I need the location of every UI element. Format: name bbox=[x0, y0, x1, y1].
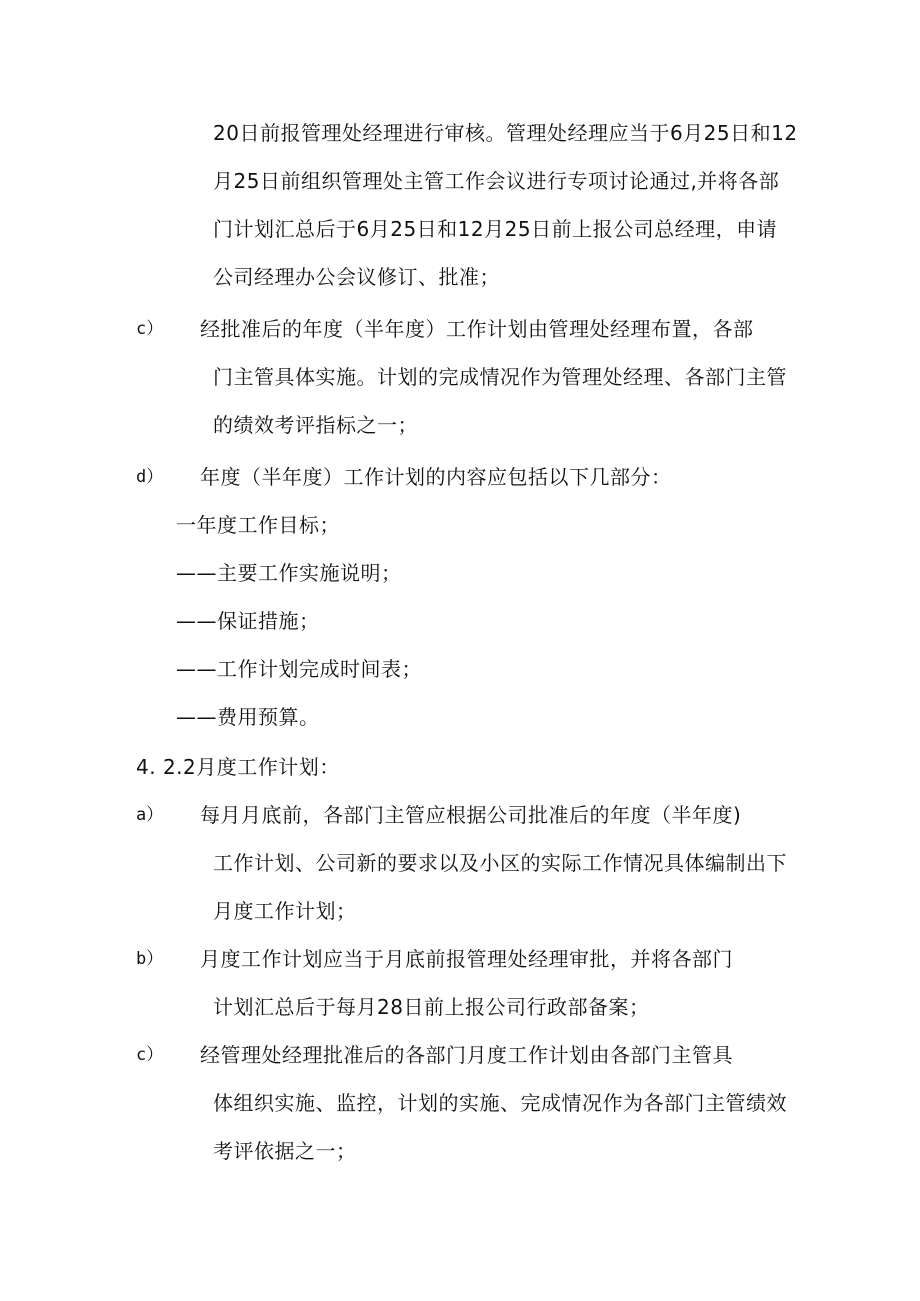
list-item: ——主要工作实施说明； bbox=[176, 561, 402, 585]
list-marker: d） bbox=[136, 467, 164, 487]
paragraph-line: 月度工作计划； bbox=[213, 899, 357, 923]
list-item: 一年度工作目标； bbox=[176, 513, 340, 537]
paragraph-line: 门主管具体实施。计划的完成情况作为管理处经理、各部门主管 bbox=[213, 365, 787, 389]
paragraph-line: 的绩效考评指标之一； bbox=[213, 413, 418, 437]
paragraph-line: 考评依据之一； bbox=[213, 1139, 357, 1163]
paragraph-line: 体组织实施、监控，计划的实施、完成情况作为各部门主管绩效 bbox=[213, 1091, 787, 1115]
list-marker: a） bbox=[136, 805, 164, 825]
paragraph-line: 月度工作计划应当于月底前报管理处经理审批，并将各部门 bbox=[200, 947, 733, 971]
list-item: ——保证措施； bbox=[176, 609, 320, 633]
paragraph-line: 工作计划、公司新的要求以及小区的实际工作情况具体编制出下 bbox=[213, 851, 787, 875]
list-marker: c） bbox=[136, 319, 164, 339]
paragraph-line: 年度（半年度）工作计划的内容应包括以下几部分： bbox=[200, 465, 672, 489]
paragraph-line: 每月月底前，各部门主管应根据公司批准后的年度（半年度) bbox=[200, 803, 742, 827]
paragraph-line: 门计划汇总后于6月25日和12月25日前上报公司总经理，申请 bbox=[213, 217, 778, 241]
paragraph-line: 公司经理办公会议修订、批准； bbox=[213, 265, 500, 289]
section-heading: 4. 2.2月度工作计划： bbox=[136, 755, 340, 779]
paragraph-line: 计划汇总后于每月28日前上报公司行政部备案； bbox=[213, 995, 650, 1019]
paragraph-line: 20日前报管理处经理进行审核。管理处经理应当于6月25日和12 bbox=[213, 121, 798, 145]
list-item: ——工作计划完成时间表； bbox=[176, 657, 422, 681]
list-marker: b） bbox=[136, 949, 164, 969]
paragraph-line: 月25日前组织管理处主管工作会议进行专项讨论通过,并将各部 bbox=[213, 169, 780, 193]
list-marker: c） bbox=[136, 1045, 164, 1065]
paragraph-line: 经批准后的年度（半年度）工作计划由管理处经理布置，各部 bbox=[200, 317, 754, 341]
list-item: ——费用预算。 bbox=[176, 705, 320, 729]
paragraph-line: 经管理处经理批准后的各部门月度工作计划由各部门主管具 bbox=[200, 1043, 733, 1067]
